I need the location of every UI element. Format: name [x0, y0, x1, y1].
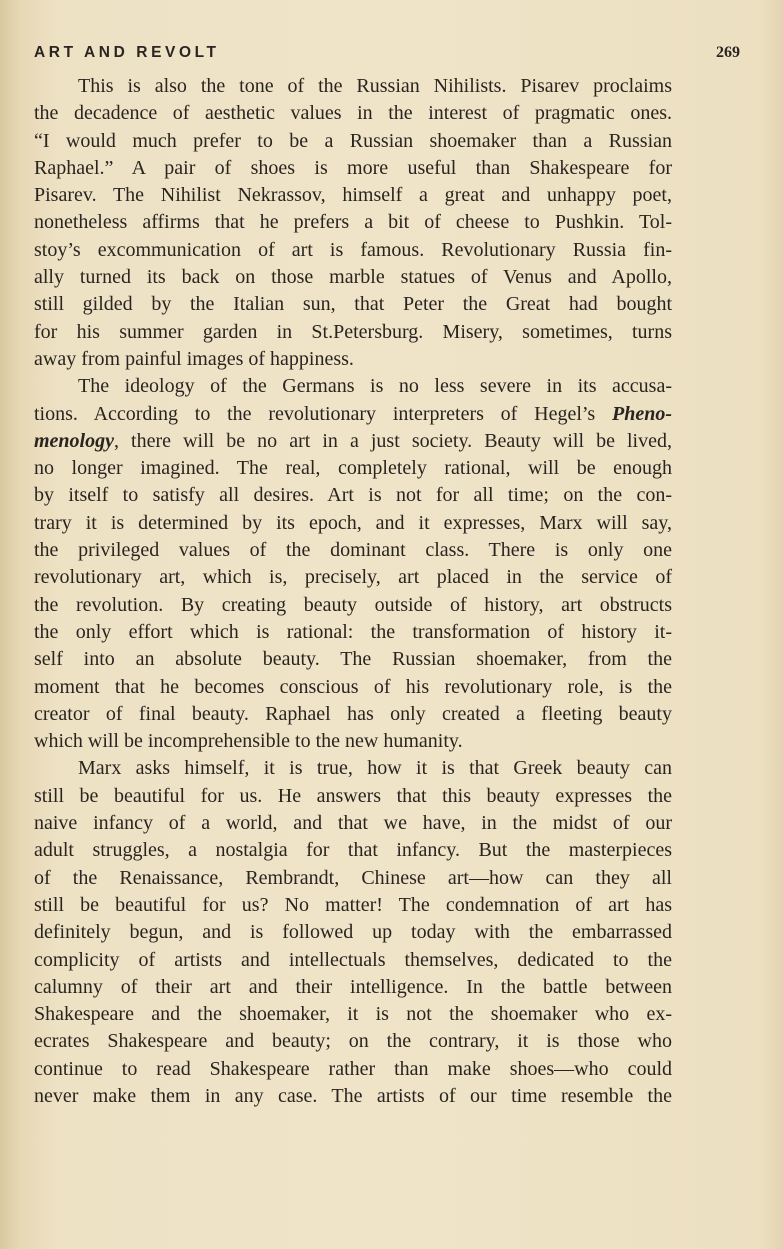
text-fragment: , there will be no art in a just society. Beauty will be lived, [114, 429, 672, 452]
text-line: Pisarev. The Nihilist Nekrassov, himself a great and unhappy poet, [34, 184, 672, 207]
text-line: never make them in any case. The artists of our time resemble the [34, 1084, 672, 1107]
text-line: This is also the tone of the Russian Nihilists. Pisarev proclaims [78, 75, 672, 97]
text-fragment: tions. According to the revolutionary interpreters of Hegel’s [34, 402, 612, 425]
paragraph-1 [34, 73, 672, 373]
text-line: of the Renaissance, Rembrandt, Chinese art—how can they all [34, 866, 672, 889]
text-line: adult struggles, a nostalgia for that infancy. But the masterpieces [34, 839, 672, 862]
text-line: no longer imagined. The real, completely rational, will be enough [34, 457, 672, 480]
text-line: definitely begun, and is followed up today with the embarrassed [34, 921, 672, 944]
text-line-with-italic [34, 428, 672, 455]
text-line: Marx asks himself, it is true, how it is that Greek beauty can [78, 757, 672, 780]
text-line: calumny of their art and their intelligence. In the battle between [34, 975, 672, 998]
text-line: away from painful images of happiness. [34, 347, 354, 370]
text-line: for his summer garden in St.Petersburg. Misery, sometimes, turns [34, 320, 672, 343]
text-line: self into an absolute beauty. The Russian shoemaker, from the [34, 648, 672, 671]
paragraph-2 [34, 373, 672, 755]
text-line: The ideology of the Germans is no less severe in its accusa- [78, 375, 672, 398]
text-line: the decadence of aesthetic values in the interest of pragmatic ones. [34, 102, 672, 125]
text-line: the privileged values of the dominant class. There is only one [34, 539, 672, 562]
page-number: 269 [716, 44, 740, 61]
text-line: still gilded by the Italian sun, that Peter the Great had bought [34, 293, 672, 316]
text-line: which will be incomprehensible to the new humanity. [34, 730, 463, 753]
italic-title-fragment: Pheno- [612, 402, 672, 425]
text-line: naive infancy of a world, and that we have, in the midst of our [34, 812, 672, 835]
text-line: still be beautiful for us. He answers that this beauty expresses the [34, 784, 672, 807]
italic-title-fragment: menology [34, 429, 114, 452]
text-line: trary it is determined by its epoch, and it expresses, Marx will say, [34, 511, 672, 534]
text-line: stoy’s excommunication of art is famous. Revolutionary Russia fin- [34, 238, 672, 261]
text-line: complicity of artists and intellectuals themselves, dedicated to the [34, 948, 672, 971]
text-line: the revolution. By creating beauty outside of history, art obstructs [34, 593, 672, 616]
running-title: ART AND REVOLT [34, 44, 220, 61]
text-line: ally turned its back on those marble statues of Venus and Apollo, [34, 266, 672, 289]
text-line: the only effort which is rational: the transformation of history it- [34, 620, 672, 643]
text-line: creator of final beauty. Raphael has only created a fleeting beauty [34, 702, 672, 725]
text-line: nonetheless affirms that he prefers a bit of cheese to Pushkin. Tol- [34, 211, 672, 234]
text-line: revolutionary art, which is, precisely, art placed in the service of [34, 566, 672, 589]
text-line: “I would much prefer to be a Russian shoemaker than a Russian [34, 129, 672, 152]
text-line-with-italic [34, 401, 672, 428]
text-line: continue to read Shakespeare rather than make shoes—who could [34, 1057, 672, 1080]
text-line: moment that he becomes conscious of his revolutionary role, is the [34, 675, 672, 698]
running-head [34, 44, 740, 68]
text-line: still be beautiful for us? No matter! The condemnation of art has [34, 893, 672, 916]
text-line: ecrates Shakespeare and beauty; on the contrary, it is those who [34, 1030, 672, 1053]
text-line: by itself to satisfy all desires. Art is not for all time; on the con- [34, 484, 672, 507]
text-line: Shakespeare and the shoemaker, it is not the shoemaker who ex- [34, 1003, 672, 1026]
paragraph-3 [34, 755, 672, 1110]
body-text [34, 73, 672, 1110]
text-line: Raphael.” A pair of shoes is more useful than Shakespeare for [34, 156, 672, 179]
